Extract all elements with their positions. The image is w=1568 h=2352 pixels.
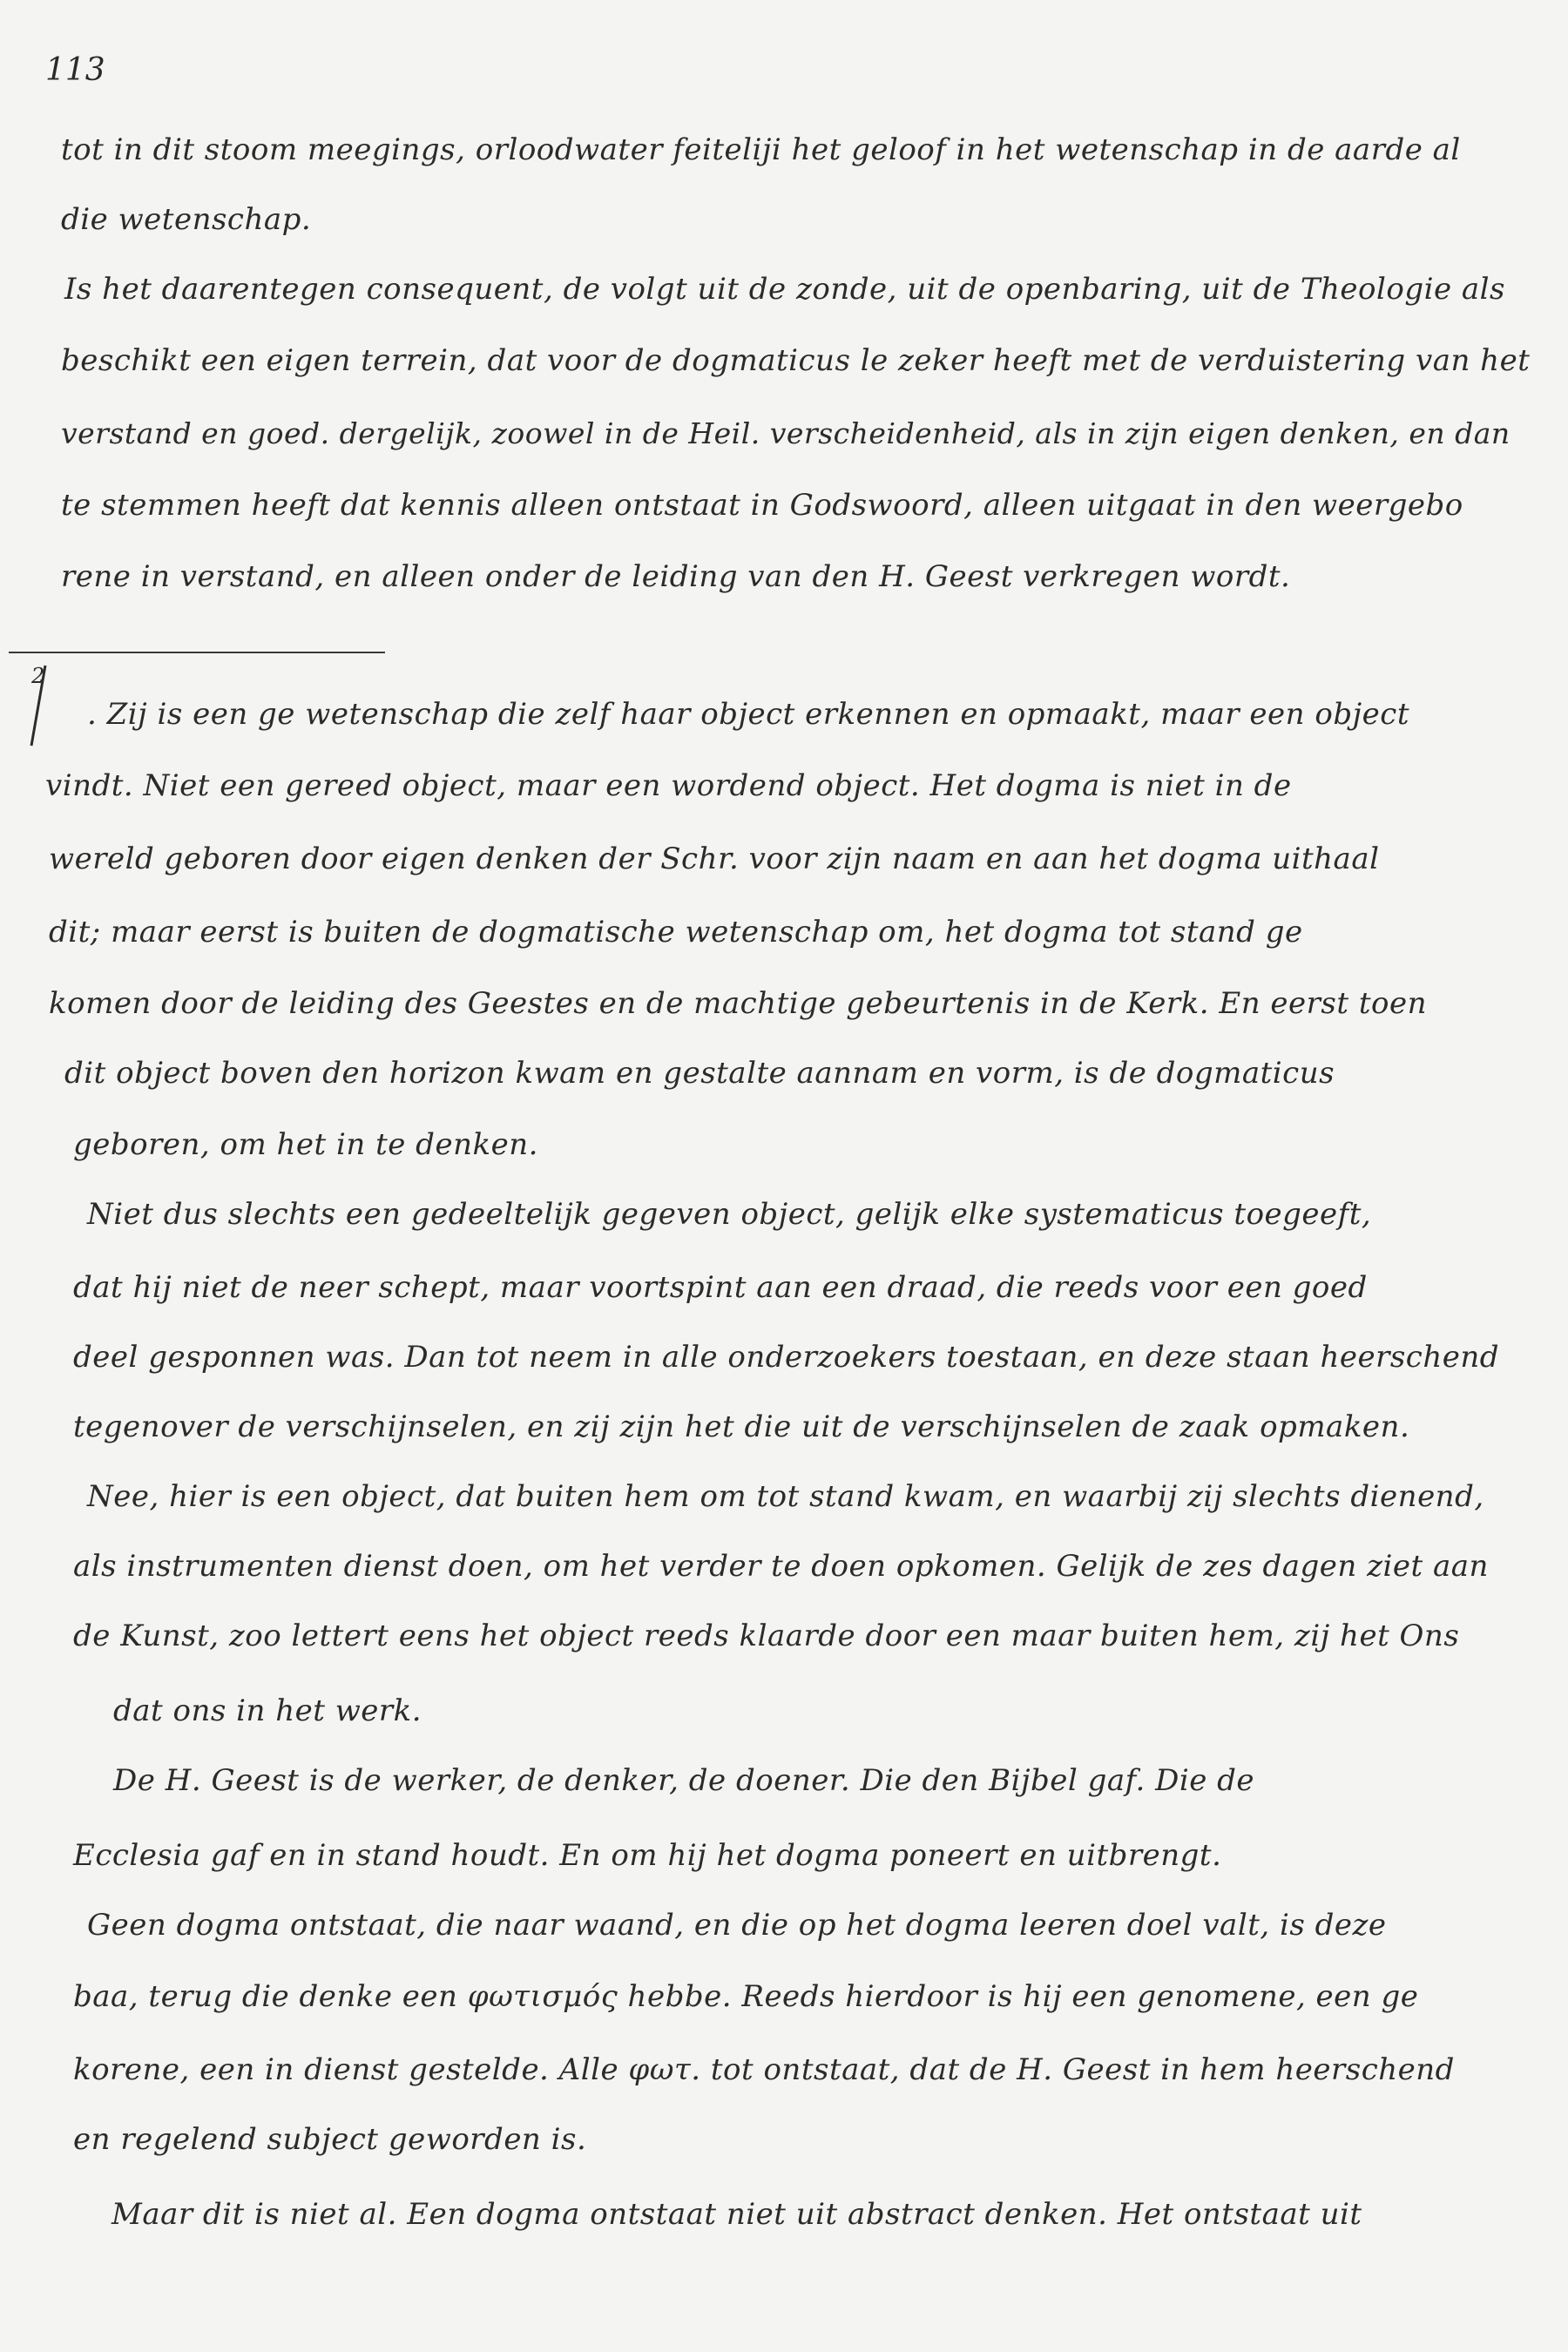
text-line-4: beschikt een eigen terrein, dat voor de dogmaticus le zeker heeft met de verduistering van het (61, 343, 1531, 378)
text-line-1: tot in dit stoom meegings, orloodwater feiteliji het geloof in het wetenschap in de aarde al (61, 132, 1461, 167)
text-line-25: Geen dogma ontstaat, die naar waand, en die op het dogma leeren doel valt, is deze (87, 1908, 1387, 1943)
text-line-29: Maar dit is niet al. Een dogma ontstaat niet uit abstract denken. Het ontstaat uit (112, 2197, 1362, 2232)
text-line-23: De H. Geest is de werker, de denker, de doener. Die den Bijbel gaf. Die de (113, 1763, 1255, 1798)
page-number: 113 (45, 52, 105, 88)
text-line-16: dat hij niet de neer schept, maar voortspint aan een draad, die reeds voor een goed (73, 1270, 1368, 1305)
section-divider (9, 652, 385, 653)
text-line-21: de Kunst, zoo lettert eens het object reeds klaarde door een maar buiten hem, zij het Ons (73, 1619, 1460, 1653)
text-line-15: Niet dus slechts een gedeeltelijk gegeven object, gelijk elke systematicus toegeeft, (87, 1197, 1372, 1232)
text-line-3: Is het daarentegen consequent, de volgt uit de zonde, uit de openbaring, uit de Theologie als (64, 272, 1505, 307)
text-line-12: komen door de leiding des Geestes en de machtige gebeurtenis in de Kerk. En eerst toen (49, 986, 1427, 1021)
text-line-7: rene in verstand, en alleen onder de leiding van den H. Geest verkregen wordt. (61, 559, 1291, 594)
text-line-27: korene, een in dienst gestelde. Alle φωτ. tot ontstaat, dat de H. Geest in hem heerschend (73, 2052, 1455, 2087)
text-line-24: Ecclesia gaf en in stand houdt. En om hij het dogma poneert en uitbrengt. (73, 1838, 1222, 1873)
text-line-20: als instrumenten dienst doen, om het verder te doen opkomen. Gelijk de zes dagen ziet aan (73, 1549, 1489, 1584)
text-line-19: Nee, hier is een object, dat buiten hem om tot stand kwam, en waarbij zij slechts dienend, (87, 1479, 1484, 1514)
section-number: 2 (31, 664, 45, 688)
text-line-5: verstand en goed. dergelijk, zoowel in de Heil. verscheidenheid, als in zijn eigen denken, en dan (61, 416, 1511, 450)
text-line-17: deel gesponnen was. Dan tot neem in alle onderzoekers toestaan, en deze staan heerschend (73, 1340, 1500, 1375)
text-line-26: baa, terug die denke een φωτισμός hebbe. Reeds hierdoor is hij een genomene, een ge (73, 1979, 1419, 2014)
text-line-22: dat ons in het werk. (113, 1693, 422, 1728)
text-line-6: te stemmen heeft dat kennis alleen ontstaat in Godswoord, alleen uitgaat in den weergebo (61, 488, 1463, 523)
text-line-8: . Zij is een ge wetenschap die zelf haar object erkennen en opmaakt, maar een object (87, 697, 1409, 732)
text-line-28: en regelend subject geworden is. (73, 2122, 587, 2157)
text-line-2: die wetenschap. (61, 202, 312, 237)
text-line-9: vindt. Niet een gereed object, maar een wordend object. Het dogma is niet in de (45, 768, 1292, 803)
text-line-13: dit object boven den horizon kwam en gestalte aannam en vorm, is de dogmaticus (64, 1056, 1335, 1091)
text-line-11: dit; maar eerst is buiten de dogmatische wetenschap om, het dogma tot stand ge (49, 915, 1303, 950)
text-line-10: wereld geboren door eigen denken der Schr. voor zijn naam en aan het dogma uithaal (49, 841, 1380, 876)
section-slash-mark (24, 662, 51, 749)
text-line-18: tegenover de verschijnselen, en zij zijn het die uit de verschijnselen de zaak opmaken. (73, 1409, 1410, 1444)
text-line-14: geboren, om het in te denken. (73, 1127, 538, 1162)
